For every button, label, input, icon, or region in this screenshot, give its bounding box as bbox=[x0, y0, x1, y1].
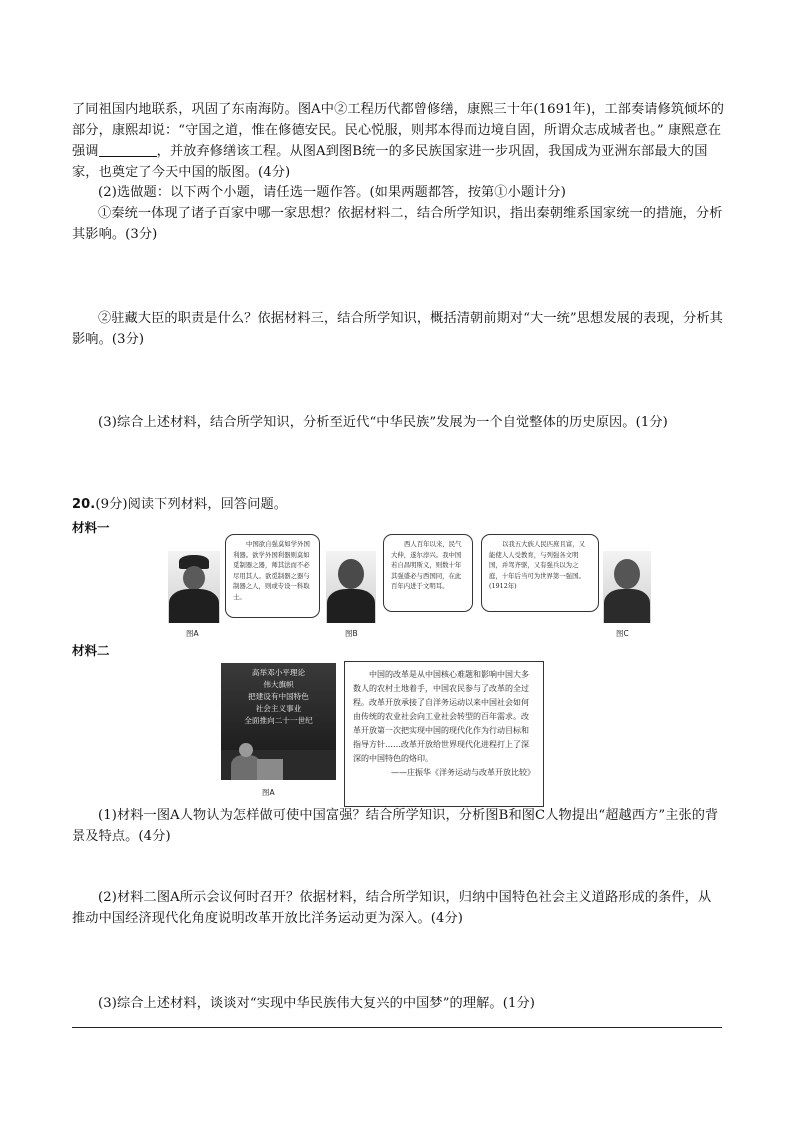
question-2-intro: (2)选做题：以下两个小题，请任选一题作答。(如果两题都答，按第①小题计分) bbox=[98, 185, 566, 200]
question-heading-text: (9分)阅读下列材料，回答问题。 bbox=[95, 497, 288, 512]
portrait-figure-a bbox=[168, 551, 220, 623]
quote-source: ——庄振华《洋务运动与改革开放比较》 bbox=[391, 768, 535, 777]
caption-photo: 图A bbox=[262, 788, 275, 797]
caption-figure-c: 图C bbox=[616, 629, 629, 638]
question-1-continuation bbox=[72, 99, 724, 183]
material-1-label: 材料一 bbox=[72, 520, 110, 535]
portrait-figure-b bbox=[326, 551, 376, 623]
speech-bubble-b: 西人百年以来，民气大伸，遂尔浡兴。我中国若自昌明斯义，则数十年其强盛必与西国同，在此百年内进于文明耳。 bbox=[383, 534, 473, 612]
speech-bubble-c: 以我五大族人民匹庶且富，又能使人人受教育，与列强各文明国，并驾齐驱，又有强兵以为之庭，十年后当可为世界第一强国。(1912年) bbox=[481, 534, 599, 612]
portrait-figure-c bbox=[603, 551, 651, 623]
question-3: (3)综合上述材料，结合所学知识，分析至近代“中华民族”发展为一个自觉整体的历史原因。(1分) bbox=[98, 415, 668, 430]
caption-figure-a: 图A bbox=[186, 629, 199, 638]
bottom-rule bbox=[72, 1027, 722, 1028]
answer-blank[interactable] bbox=[99, 142, 157, 157]
question-20-2: (2)材料二图A所示会议何时召开？依据材料，结合所学知识，归纳中国特色社会主义道路形成的条件，从推动中国经济现代化角度说明改革开放比洋务运动更为深入。(4分) bbox=[72, 890, 712, 926]
question-20-3: (3)综合上述材料，谈谈对“实现中华民族伟大复兴的中国梦”的理解。(1分) bbox=[98, 996, 535, 1011]
paragraph-text-a: 了同祖国内地联系，巩固了东南海防。图A中②工程历代都曾修缮，康熙三十年(1691年)，工部奏请修筑倾坏的部分，康熙却说：“守国之道，惟在修德安民。民心悦服，则邦本得而边境自固，所谓众志成城者也。” 康熙意在强调 bbox=[72, 102, 725, 159]
question-20-heading bbox=[72, 494, 724, 515]
banner-line-5: 全面推向二十一世纪 bbox=[244, 716, 313, 725]
question-2-option-2: ②驻藏大臣的职责是什么？依据材料三，结合所学知识，概括清朝前期对“大一统”思想发展的表现，分析其影响。(3分) bbox=[72, 311, 723, 347]
material-2-quote bbox=[344, 661, 544, 807]
quote-text: 中国的改革是从中国核心难题和影响中国大多数人的农村土地着手，中国农民参与了改革的全过程。改革开放承接了自洋务运动以来中国社会如何由传统的农业社会向工业社会转型的百年需求。改革开放第一次把实现中国的现代化作为行动目标和指导方针……改革开放给世界现代化进程打上了深深的中国特色的烙印。 bbox=[353, 670, 529, 763]
paragraph-text-b: ，并放弃修缮该工程。从图A到图B统一的多民族国家进一步巩固，我国成为亚洲东部最大的国家，也奠定了今天中国的版图。(4分) bbox=[72, 144, 708, 180]
banner-line-1: 高举邓小平理论 bbox=[251, 668, 306, 677]
caption-figure-b: 图B bbox=[345, 629, 358, 638]
banner-line-3: 把建设有中国特色 bbox=[248, 692, 309, 701]
material-2-label: 材料二 bbox=[72, 643, 110, 658]
banner-line-2: 伟大旗帜 bbox=[263, 680, 294, 689]
question-number: 20. bbox=[72, 497, 96, 512]
speech-bubble-a: 中国欲自强莫如学外国利器。欲学外国利器则莫如觅制器之器，师其法而不必尽用其人。欲觅制器之器与制器之人，则或专设一科取士。 bbox=[225, 534, 320, 618]
question-20-1: (1)材料一图A人物认为怎样做可使中国富强？结合所学知识，分析图B和图C人物提出“超越西方”主张的背景及特点。(4分) bbox=[72, 808, 719, 844]
question-2-option-1: ①秦统一体现了诸子百家中哪一家思想？依据材料二，结合所学知识，指出秦朝维系国家统一的措施，分析其影响。(3分) bbox=[72, 206, 723, 242]
banner-line-4: 社会主义事业 bbox=[255, 704, 302, 713]
congress-photo bbox=[221, 663, 336, 780]
